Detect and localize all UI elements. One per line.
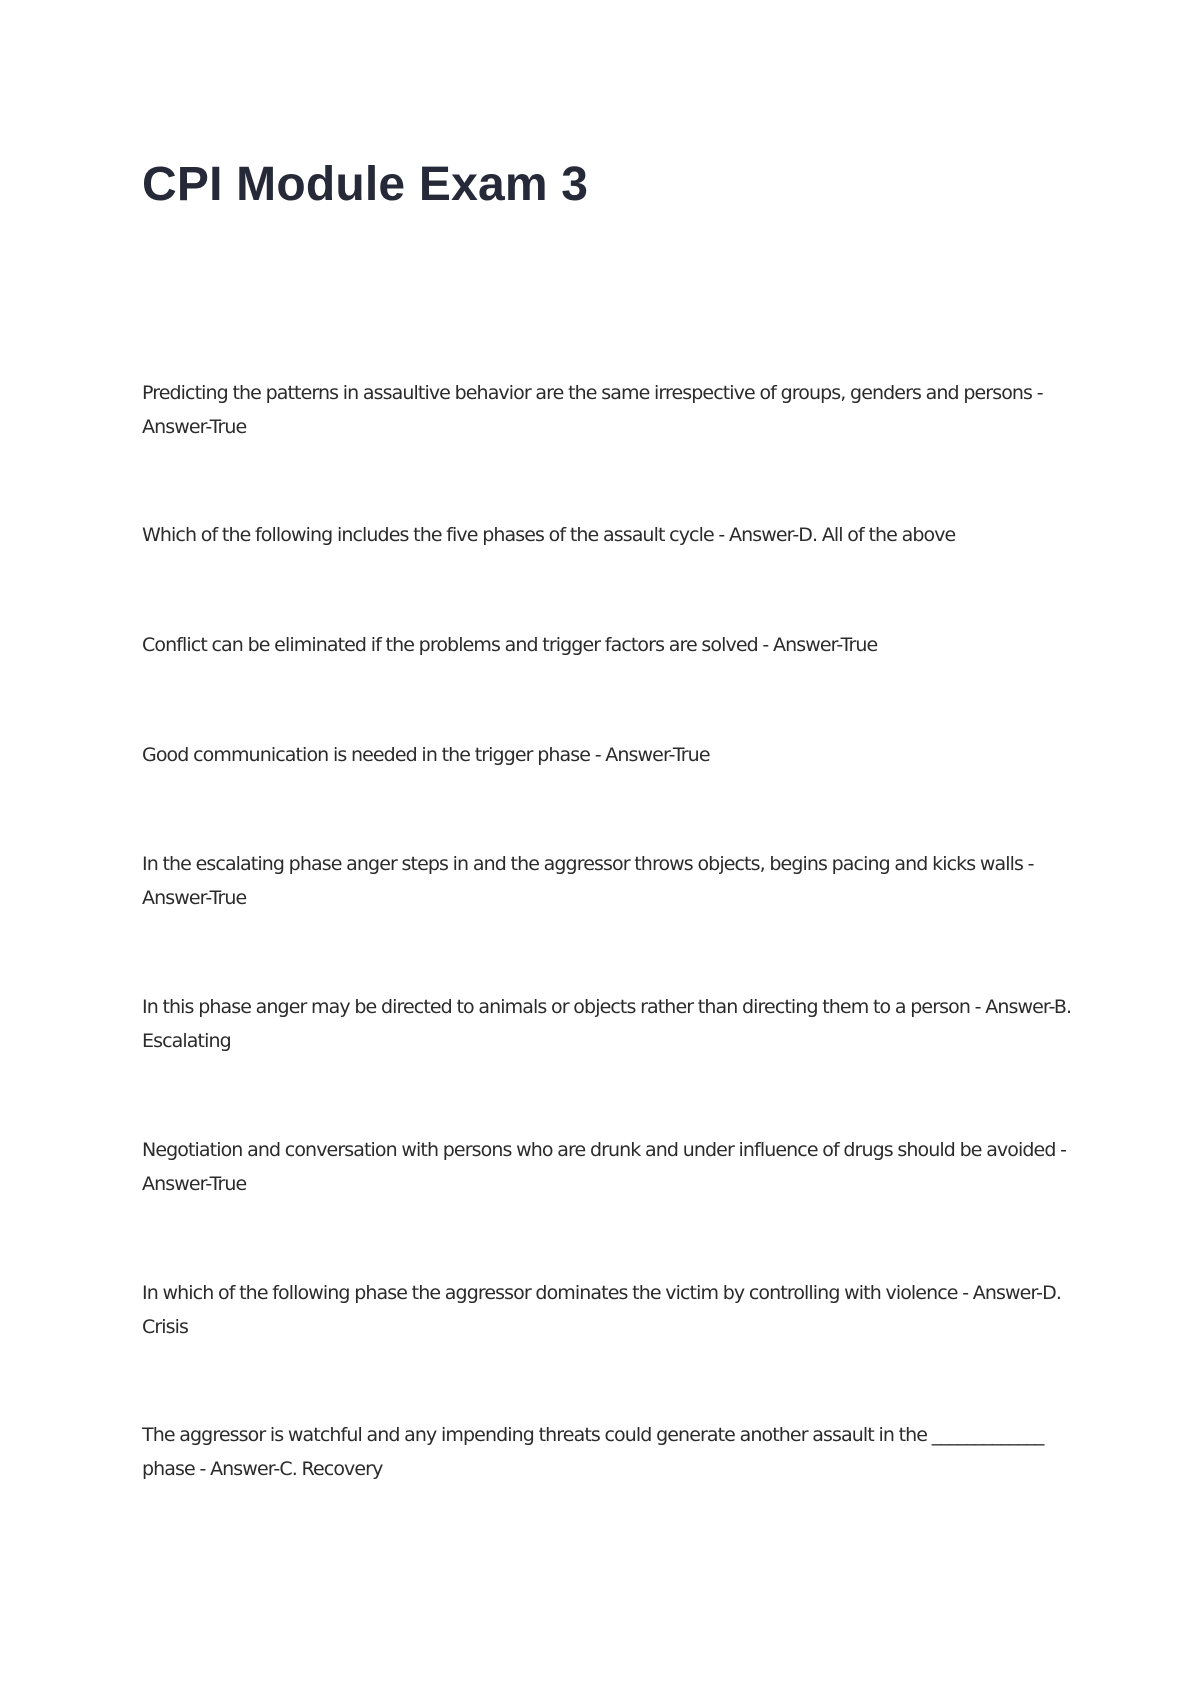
question-answer-item: Which of the following includes the five phases of the assault cycle - Answer-D. All of the above <box>142 524 956 546</box>
document-title: CPI Module Exam 3 <box>142 158 589 211</box>
question-answer-item: In which of the following phase the aggressor dominates the victim by controlling with violence - Answer-D. Crisis <box>142 1282 1061 1338</box>
question-answer-item: Conflict can be eliminated if the problems and trigger factors are solved - Answer-True <box>142 634 878 656</box>
question-answer-item: Predicting the patterns in assaultive behavior are the same irrespective of groups, genders and persons - Answer-True <box>142 382 1043 438</box>
question-answer-item: Good communication is needed in the trigger phase - Answer-True <box>142 744 710 766</box>
question-answer-item: In the escalating phase anger steps in and the aggressor throws objects, begins pacing and kicks walls - Answer-True <box>142 853 1034 909</box>
question-answer-item: In this phase anger may be directed to animals or objects rather than directing them to a person - Answer-B. Escalating <box>142 996 1072 1052</box>
question-answer-item: The aggressor is watchful and any impending threats could generate another assault in the _____________ phase - Answer-C. Recovery <box>142 1424 1044 1480</box>
question-answer-item: Negotiation and conversation with persons who are drunk and under influence of drugs should be avoided - Answer-True <box>142 1139 1067 1195</box>
